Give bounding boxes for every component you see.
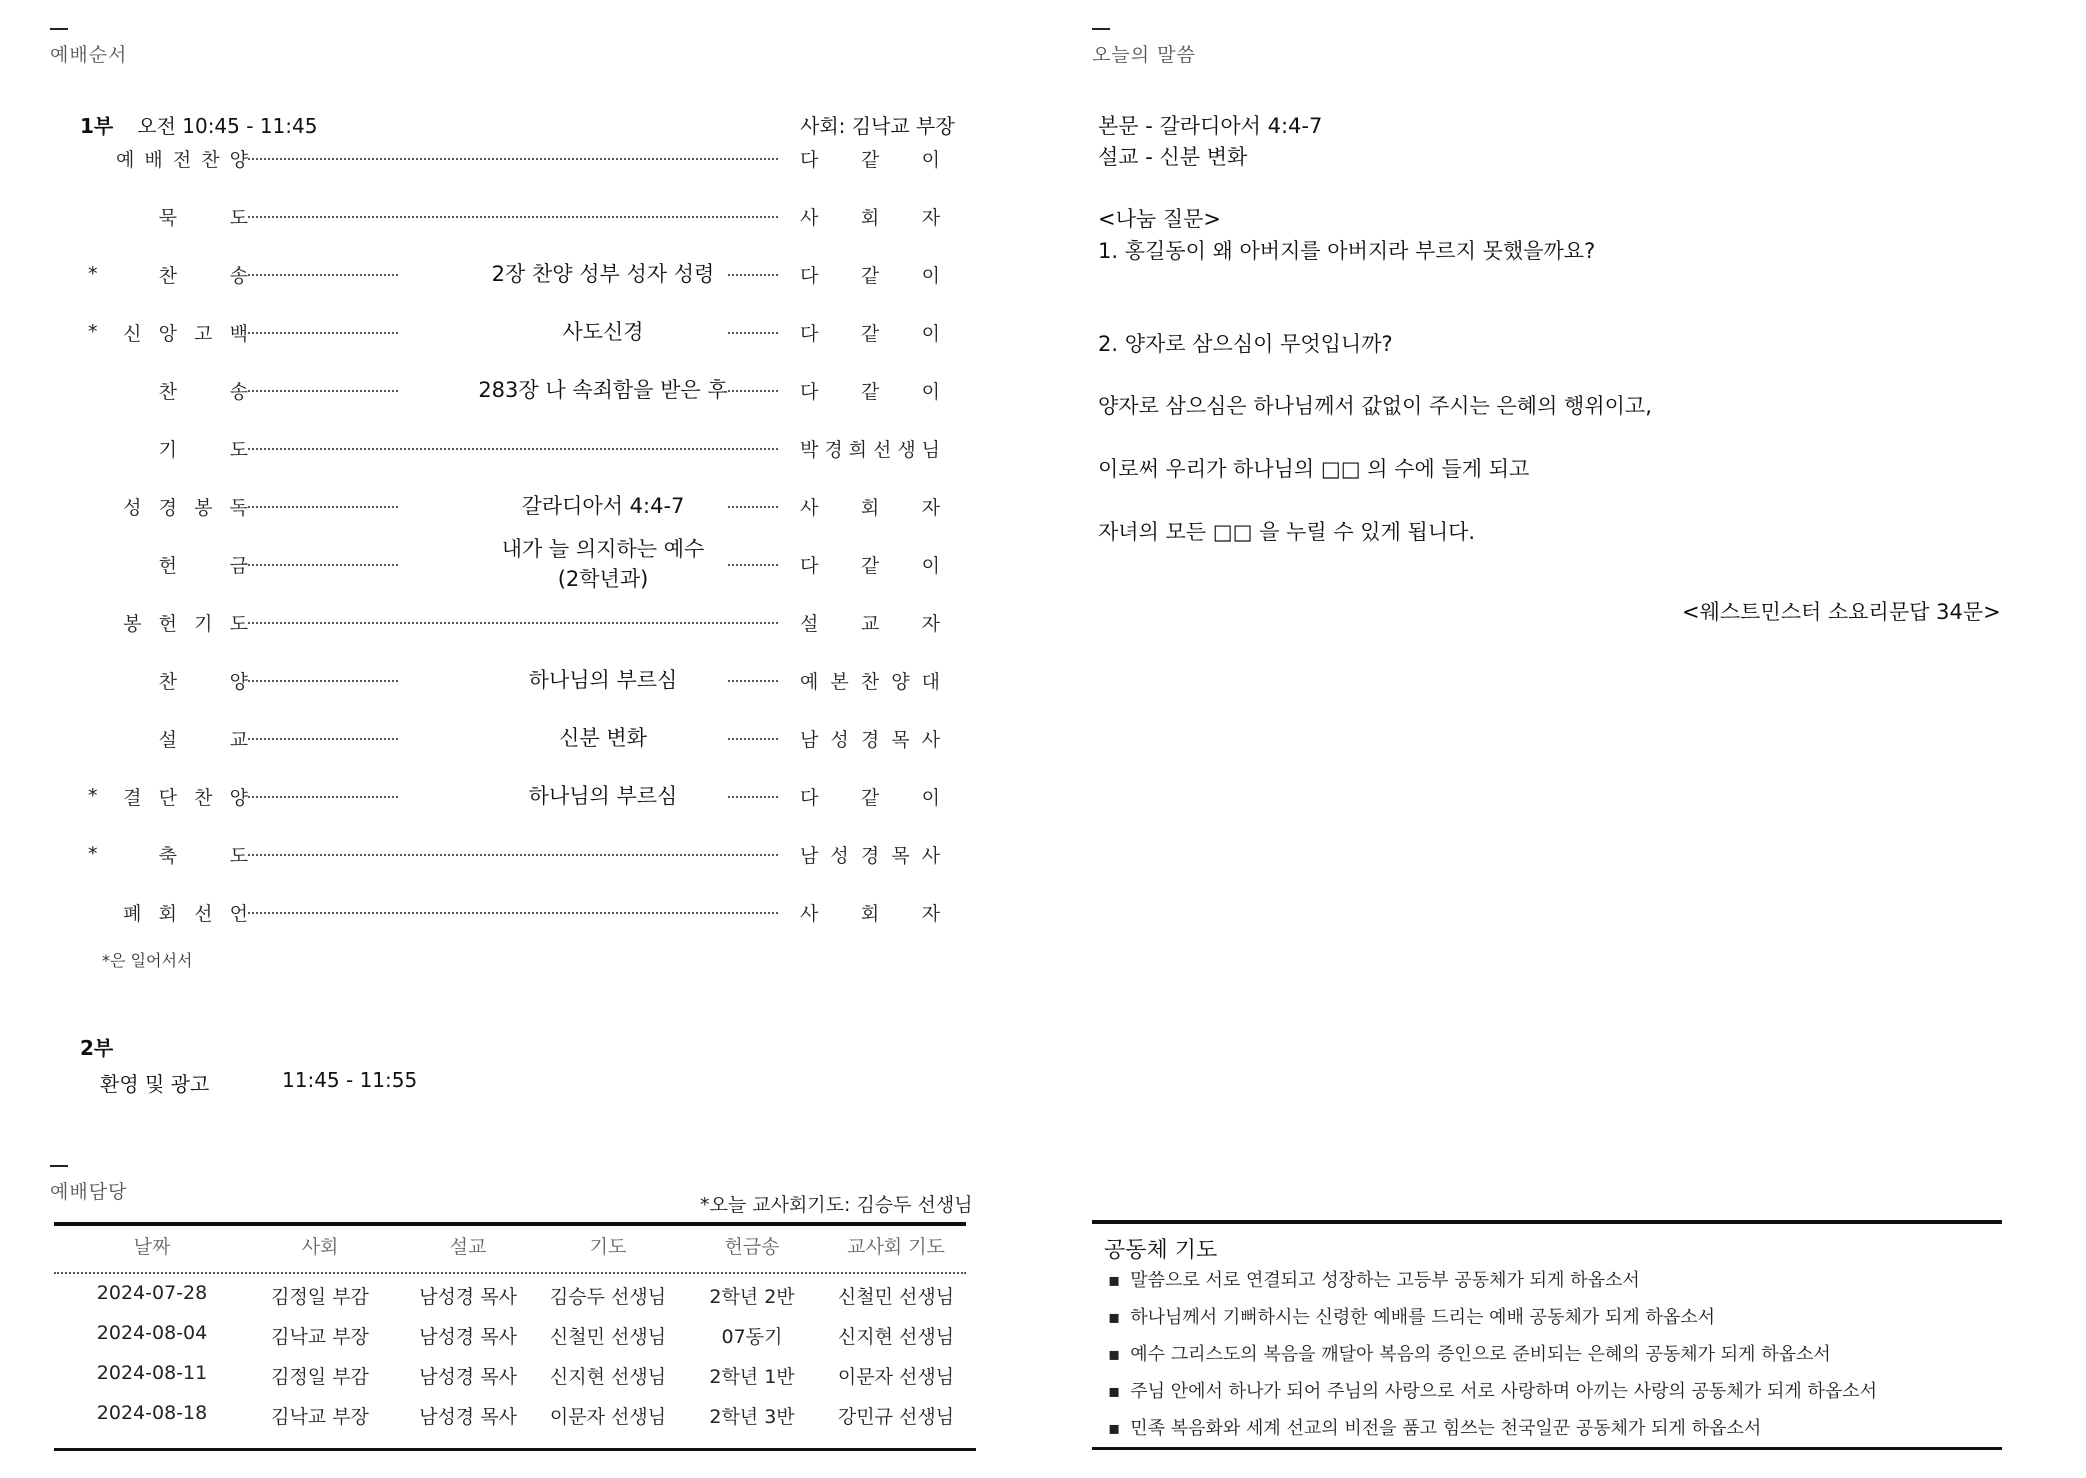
order-item-label: 기 도 (158, 438, 248, 461)
order-item-label: 찬 송 (158, 380, 248, 403)
table-cell: 2024-08-11 (96, 1362, 208, 1384)
order-item-person: 예 본 찬 양 대 (800, 670, 940, 693)
dot-leader (728, 332, 778, 334)
order-item (88, 776, 940, 816)
order-item-label: * 찬 송 (88, 263, 248, 287)
order-item-label: * 결 단 찬 양 (88, 785, 248, 809)
order-item-person: 남 성 경 목 사 (800, 844, 940, 867)
prayer-item: ▪ 말씀으로 서로 연결되고 성장하는 고등부 공동체가 되게 하옵소서 (1108, 1266, 1640, 1292)
dot-leader (248, 390, 398, 392)
table-cell: 남성경 목사 (419, 1286, 517, 1308)
dot-leader (728, 274, 778, 276)
order-item-label: 찬 양 (158, 670, 248, 693)
dot-leader (728, 564, 778, 566)
order-item (88, 138, 940, 178)
dot-leader (248, 332, 398, 334)
order-item-person: 남 성 경 목 사 (800, 728, 940, 751)
teacher-prayer-note: *오늘 교사회기도: 김승두 선생님 (700, 1194, 973, 1216)
prayer-item: ▪ 예수 그리스도의 복음을 깨달아 복음의 증인으로 준비되는 은혜의 공동체가 되게 하옵소서 (1108, 1340, 1831, 1366)
order-item (88, 486, 940, 526)
dot-leader (728, 680, 778, 682)
order-item-label: 묵 도 (158, 206, 248, 229)
dot-leader (248, 448, 778, 450)
order-item-person: 다 같 이 (800, 380, 940, 403)
table-cell: 남성경 목사 (419, 1406, 517, 1428)
prayer-bottom-rule (1092, 1447, 2002, 1450)
order-item-detail: 2장 찬양 성부 성자 성령 (491, 262, 715, 286)
order-item-detail: 갈라디아서 4:4-7 (521, 494, 685, 518)
dot-leader (248, 564, 398, 566)
order-item-person: 다 같 이 (800, 264, 940, 287)
star-note: *은 일어서서 (102, 951, 193, 970)
dot-leader (248, 216, 778, 218)
order-item-label: * 신 앙 고 백 (88, 321, 248, 345)
order-item (88, 312, 940, 352)
dot-leader (248, 158, 778, 160)
standing-star: * (88, 785, 98, 807)
question-2: 2. 양자로 삼으심이 무엇입니까? (1098, 332, 1393, 356)
table-header-rule (54, 1272, 966, 1274)
order-item-label: 설 교 (158, 728, 248, 751)
part1-name: 1부 (80, 114, 114, 138)
table-cell: 김정일 부감 (271, 1366, 369, 1388)
table-cell: 2학년 2반 (709, 1286, 795, 1308)
table-cell: 남성경 목사 (419, 1366, 517, 1388)
table-cell: 2학년 3반 (709, 1406, 795, 1428)
duty-title: 예배담당 (50, 1181, 128, 1203)
table-cell: 2학년 1반 (709, 1366, 795, 1388)
dot-leader (248, 854, 778, 856)
dot-leader (728, 738, 778, 740)
order-item-person: 사 회 자 (800, 206, 940, 229)
table-cell: 김승두 선생님 (549, 1286, 667, 1308)
part1-header (80, 110, 317, 139)
order-item (88, 718, 940, 758)
order-item-person: 다 같 이 (800, 554, 940, 577)
table-cell: 강민규 선생님 (837, 1406, 955, 1428)
order-item-person: 다 같 이 (800, 786, 940, 809)
order-item-detail: 하나님의 부르심 (528, 784, 678, 808)
table-cell: 신철민 선생님 (549, 1326, 667, 1348)
prayer-item: ▪ 하나님께서 기뻐하시는 신령한 예배를 드리는 예배 공동체가 되게 하옵소서 (1108, 1303, 1715, 1329)
order-item-person: 다 같 이 (800, 322, 940, 345)
standing-star: * (88, 843, 98, 865)
prayer-item: ▪ 주님 안에서 하나가 되어 주님의 사랑으로 서로 사랑하며 아끼는 사랑의 공동체가 되게 하옵소서 (1108, 1377, 1877, 1403)
order-item-detail: 하나님의 부르심 (528, 668, 678, 692)
order-item-person: 사 회 자 (800, 496, 940, 519)
table-header-cell: 헌금송 (724, 1236, 780, 1258)
order-item (88, 537, 940, 591)
section-mark (1092, 28, 1110, 30)
share-heading: <나눔 질문> (1098, 207, 1222, 231)
section-mark (50, 28, 68, 30)
question-1: 1. 홍길동이 왜 아버지를 아버지라 부르지 못했을까요? (1098, 239, 1596, 263)
dot-leader (248, 738, 398, 740)
table-bottom-rule (54, 1448, 976, 1451)
dot-leader (728, 390, 778, 392)
order-item-detail: 283장 나 속죄함을 받은 후 (478, 378, 728, 402)
today-word-title: 오늘의 말씀 (1092, 44, 1196, 66)
order-item (88, 602, 940, 642)
table-header-cell: 사회 (301, 1236, 339, 1258)
answer-line-1: 양자로 삼으심은 하나님께서 값없이 주시는 은혜의 행위이고, (1098, 394, 1652, 418)
order-item-person: 박 경 희 선 생 님 (800, 438, 940, 461)
order-item-label: 예 배 전 찬 양 (116, 148, 248, 171)
table-header-cell: 기도 (589, 1236, 627, 1258)
sermon-title: 설교 - 신분 변화 (1098, 145, 1248, 169)
order-of-service-title: 예배순서 (50, 44, 128, 66)
order-item-label: * 축 도 (88, 843, 248, 867)
table-cell: 김낙교 부장 (271, 1326, 369, 1348)
order-item (88, 660, 940, 700)
order-item-person: 사 회 자 (800, 902, 940, 925)
part2-name: 2부 (80, 1036, 114, 1060)
table-cell: 2024-08-18 (96, 1402, 208, 1424)
answer-line-2: 이로써 우리가 하나님의 □□ 의 수에 들게 되고 (1098, 457, 1530, 481)
table-header-cell: 교사회 기도 (847, 1236, 945, 1258)
table-top-rule (54, 1222, 966, 1226)
dot-leader (728, 506, 778, 508)
prayer-top-rule (1092, 1220, 2002, 1224)
part2-time: 11:45 - 11:55 (282, 1068, 418, 1092)
dot-leader (728, 796, 778, 798)
table-cell: 07동기 (721, 1326, 783, 1348)
dot-leader (248, 622, 778, 624)
dot-leader (248, 912, 778, 914)
order-item (88, 892, 940, 932)
prayer-item: ▪ 민족 복음화와 세계 선교의 비전을 품고 힘쓰는 천국일꾼 공동체가 되게 하옵소서 (1108, 1414, 1761, 1440)
table-cell: 2024-08-04 (96, 1322, 208, 1344)
scripture-text: 본문 - 갈라디아서 4:4-7 (1098, 114, 1323, 138)
dot-leader (248, 274, 398, 276)
table-cell: 남성경 목사 (419, 1326, 517, 1348)
table-cell: 신지현 선생님 (837, 1326, 955, 1348)
order-item-label: 봉 헌 기 도 (123, 612, 248, 635)
order-item (88, 834, 940, 874)
community-prayer-title: 공동체 기도 (1104, 1238, 1218, 1263)
order-item-detail: 사도신경 (562, 320, 644, 344)
table-header-cell: 날짜 (133, 1236, 171, 1258)
order-item (88, 428, 940, 468)
dot-leader (248, 680, 398, 682)
table-cell: 신철민 선생님 (837, 1286, 955, 1308)
order-item-person: 다 같 이 (800, 148, 940, 171)
table-header-cell: 설교 (449, 1236, 487, 1258)
standing-star: * (88, 321, 98, 343)
dot-leader (248, 796, 398, 798)
order-item-person: 설 교 자 (800, 612, 940, 635)
table-cell: 이문자 선생님 (837, 1366, 955, 1388)
order-item (88, 370, 940, 410)
dot-leader (248, 506, 398, 508)
answer-line-3: 자녀의 모든 □□ 을 누릴 수 있게 됩니다. (1098, 520, 1476, 544)
standing-star: * (88, 263, 98, 285)
order-item (88, 254, 940, 294)
table-cell: 2024-07-28 (96, 1282, 208, 1304)
order-item-detail: 내가 늘 의지하는 예수 (2학년과) (501, 537, 705, 591)
catechism-source: <웨스트민스터 소요리문답 34문> (1682, 600, 2001, 624)
order-item-label: 폐 회 선 언 (123, 902, 248, 925)
part1-time: 오전 10:45 - 11:45 (137, 114, 318, 138)
part1-host: 사회: 김낙교 부장 (800, 114, 955, 138)
order-item (88, 196, 940, 236)
order-item-label: 성 경 봉 독 (123, 496, 248, 519)
section-mark (50, 1165, 68, 1167)
order-item-detail: 신분 변화 (559, 726, 647, 750)
table-cell: 신지현 선생님 (549, 1366, 667, 1388)
table-cell: 이문자 선생님 (549, 1406, 667, 1428)
table-cell: 김정일 부감 (271, 1286, 369, 1308)
table-cell: 김낙교 부장 (271, 1406, 369, 1428)
order-item-label: 헌 금 (158, 554, 248, 577)
part2-item: 환영 및 광고 (100, 1072, 210, 1096)
